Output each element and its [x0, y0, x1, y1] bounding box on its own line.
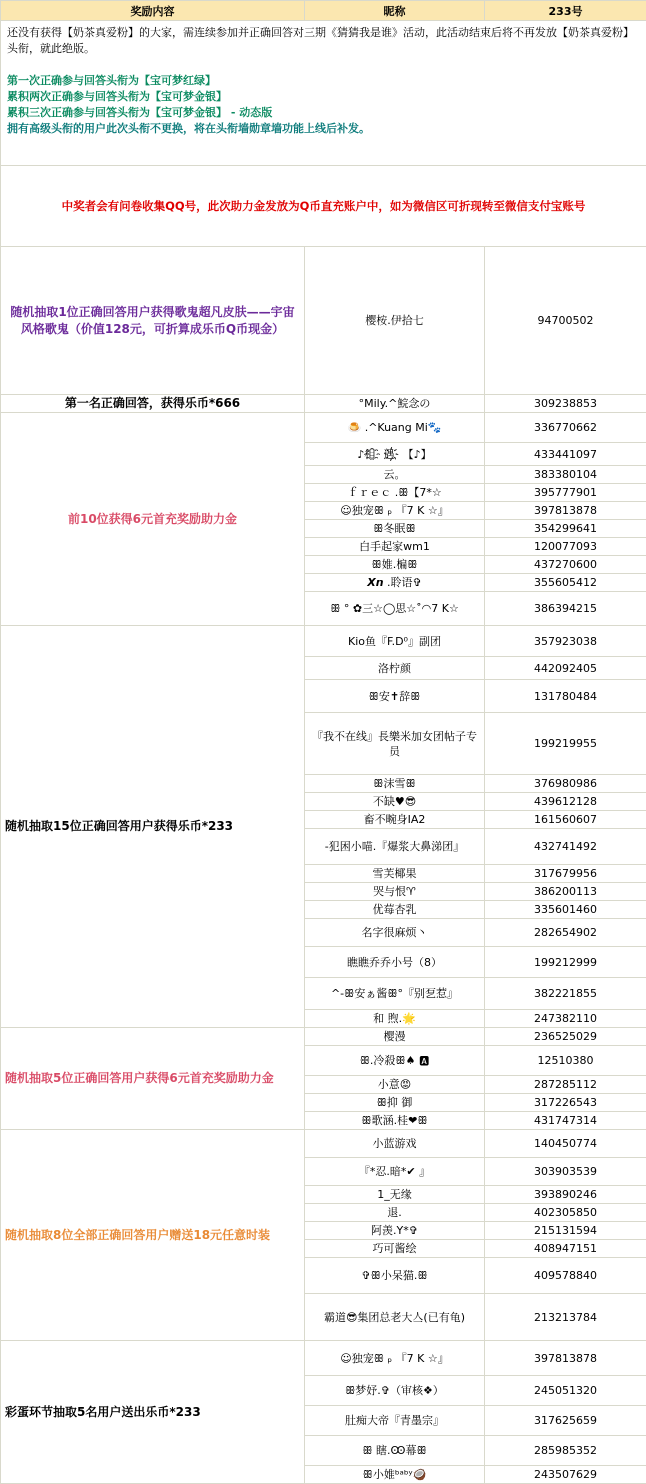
notice-cell: [1, 21, 646, 166]
nickname-cell: 和 煦.🌟: [305, 1010, 485, 1028]
user-id-cell: 94700502: [485, 247, 646, 395]
nickname-cell: 巧可酱绘: [305, 1240, 485, 1258]
table-row: [1, 1028, 646, 1046]
table-row: [1, 626, 646, 657]
user-id-cell: 433441097: [485, 443, 646, 466]
award-description: 第一名正确回答，获得乐币*666: [1, 395, 305, 413]
nickname-cell: ꕥ婎.楄ꕥ: [305, 556, 485, 574]
user-id-cell: 432741492: [485, 829, 646, 865]
notice-line-1: 第一次正确参与回答头衔为【宝可梦红绿】: [7, 73, 640, 89]
nickname-cell: 『*忍.暗*✔ 』: [305, 1158, 485, 1186]
user-id-cell: 245051320: [485, 1376, 646, 1406]
user-id-cell: 215131594: [485, 1222, 646, 1240]
user-id-cell: 120077093: [485, 538, 646, 556]
notice-intro: 还没有获得【奶茶真爱粉】的大家，需连续参加并正确回答对三期《猜猜我是谁》活动，此活动结束后将不再发放【奶茶真爱粉】头衔，就此绝版。: [7, 25, 640, 57]
nickname-cell: ꕥ冬眠ꕥ: [305, 520, 485, 538]
header-award: 奖励内容: [1, 1, 305, 21]
user-id-cell: 303903539: [485, 1158, 646, 1186]
nickname-cell: ꕥ 瞎.Ꙭ幕ꕥ: [305, 1436, 485, 1466]
nickname-cell: ꕥ安✝辞ꕥ: [305, 680, 485, 713]
prize-note-row: [1, 166, 646, 247]
user-id-cell: 376980986: [485, 775, 646, 793]
nickname-cell: 白手起家wm1: [305, 538, 485, 556]
award-description: 前10位获得6元首充奖励助力金: [1, 413, 305, 626]
nickname-cell: ｆｒｅｃ .ꕥ【7*☆: [305, 484, 485, 502]
nickname-cell: 霸道😎集团总老大亼(已有龟): [305, 1294, 485, 1341]
nickname-cell: 不缺♥😎: [305, 793, 485, 811]
award-description: 彩蛋环节抽取5名用户送出乐币*233: [1, 1341, 305, 1484]
user-id-cell: 335601460: [485, 901, 646, 919]
header-nickname: 昵称: [305, 1, 485, 21]
user-id-cell: 309238853: [485, 395, 646, 413]
table-row: [1, 1130, 646, 1158]
table-row: [1, 413, 646, 443]
nickname-cell: 𝙓𝙣 .聆语✞: [305, 574, 485, 592]
user-id-cell: 140450774: [485, 1130, 646, 1158]
user-id-cell: 287285112: [485, 1076, 646, 1094]
notice-line-4: 拥有高级头衔的用户此次头衔不更换，将在头衔墙勋章墙功能上线后补发。: [7, 121, 640, 137]
user-id-cell: 408947151: [485, 1240, 646, 1258]
nickname-cell: 名字很麻烦丶: [305, 919, 485, 947]
user-id-cell: 395777901: [485, 484, 646, 502]
user-id-cell: 336770662: [485, 413, 646, 443]
table-row: [1, 395, 646, 413]
nickname-cell: ✞ꕥ小呆猫.ꕥ: [305, 1258, 485, 1294]
user-id-cell: 386394215: [485, 592, 646, 626]
nickname-cell: °Mily.^鯇念の: [305, 395, 485, 413]
nickname-cell: -犯困小喵.『爆浆大鼻涕团』: [305, 829, 485, 865]
user-id-cell: 397813878: [485, 502, 646, 520]
user-id-cell: 199212999: [485, 947, 646, 978]
user-id-cell: 131780484: [485, 680, 646, 713]
award-description: 随机抽取5位正确回答用户获得6元首充奖励助力金: [1, 1028, 305, 1130]
nickname-cell: 🍮 .^Kuang Mi🐾: [305, 413, 485, 443]
user-id-cell: 355605412: [485, 574, 646, 592]
nickname-cell: Kio鱼『F.D⁰』副团: [305, 626, 485, 657]
table-body: [1, 21, 646, 1484]
user-id-cell: 12510380: [485, 1046, 646, 1076]
prize-note: 中奖者会有问卷收集QQ号，此次助力金发放为Q币直充账户中，如为微信区可折现转至微信支付宝账号: [1, 166, 646, 247]
user-id-cell: 317679956: [485, 865, 646, 883]
notice-line-3: 累积三次正确参与回答头衔为【宝可梦金银】 - 动态版: [7, 105, 640, 121]
user-id-cell: 382221855: [485, 978, 646, 1010]
notice-line-2: 累积两次正确参与回答头衔为【宝可梦金银】: [7, 89, 640, 105]
user-id-cell: 317226543: [485, 1094, 646, 1112]
user-id-cell: 213213784: [485, 1294, 646, 1341]
user-id-cell: 437270600: [485, 556, 646, 574]
table-row: [1, 1341, 646, 1376]
user-id-cell: 354299641: [485, 520, 646, 538]
user-id-cell: 393890246: [485, 1186, 646, 1204]
nickname-cell: 洛柠颜: [305, 657, 485, 680]
nickname-cell: ꕥ抑 御: [305, 1094, 485, 1112]
user-id-cell: 199219955: [485, 713, 646, 775]
nickname-cell: ꕥ沫雪ꕥ: [305, 775, 485, 793]
user-id-cell: 282654902: [485, 919, 646, 947]
nickname-cell: ☺独宠ꕥ ₚ 『7 K ☆』: [305, 502, 485, 520]
award-description: 随机抽取15位正确回答用户获得乐币*233: [1, 626, 305, 1028]
user-id-cell: 243507629: [485, 1466, 646, 1484]
user-id-cell: 442092405: [485, 657, 646, 680]
nickname-cell: 雪芙椰果: [305, 865, 485, 883]
nickname-cell: 退.: [305, 1204, 485, 1222]
user-id-cell: 383380104: [485, 466, 646, 484]
user-id-cell: 285985352: [485, 1436, 646, 1466]
user-id-cell: 402305850: [485, 1204, 646, 1222]
nickname-cell: ꕥ ° ✿三☆◯思☆˚◠7 K☆: [305, 592, 485, 626]
user-id-cell: 397813878: [485, 1341, 646, 1376]
nickname-cell: 小蓝游戏: [305, 1130, 485, 1158]
nickname-cell: ꕥ梦妤.✞（审核❖）: [305, 1376, 485, 1406]
award-description: 随机抽取1位正确回答用户获得歌鬼超凡皮肤——宇宙风格歌鬼（价值128元，可折算成乐币Q币现金）: [1, 247, 305, 395]
nickname-cell: ^-ꕥ安ぁ酱ꕥ°『别乭惹』: [305, 978, 485, 1010]
user-id-cell: 317625659: [485, 1406, 646, 1436]
nickname-cell: 阿羡.Y*✞: [305, 1222, 485, 1240]
table-row: [1, 247, 646, 395]
user-id-cell: 409578840: [485, 1258, 646, 1294]
header-row: [1, 1, 646, 21]
nickname-cell: 樱桉.伊拾七: [305, 247, 485, 395]
nickname-cell: 优莓杏乳: [305, 901, 485, 919]
user-id-cell: 386200113: [485, 883, 646, 901]
nickname-cell: 云。: [305, 466, 485, 484]
nickname-cell: 瞧瞧乔乔小号（8）: [305, 947, 485, 978]
user-id-cell: 161560607: [485, 811, 646, 829]
user-id-cell: 431747314: [485, 1112, 646, 1130]
notice-row: [1, 21, 646, 166]
user-id-cell: 247382110: [485, 1010, 646, 1028]
header-id: 233号: [485, 1, 646, 21]
nickname-cell: ꕥ小婎ᵇᵃᵇʸ🥥: [305, 1466, 485, 1484]
nickname-cell: ꕥ.冷殺ꕥ♠ 🅰: [305, 1046, 485, 1076]
nickname-cell: ☺独宠ꕥ ₚ 『7 K ☆』: [305, 1341, 485, 1376]
user-id-cell: 439612128: [485, 793, 646, 811]
nickname-cell: 1_无缘: [305, 1186, 485, 1204]
nickname-cell: 肚痴大帝『青墨宗』: [305, 1406, 485, 1436]
award-description: 随机抽取8位全部正确回答用户赠送18元任意时装: [1, 1130, 305, 1341]
user-id-cell: 357923038: [485, 626, 646, 657]
nickname-cell: 樱漫: [305, 1028, 485, 1046]
nickname-cell: ꕥ歌涵.桂❤ꕥ: [305, 1112, 485, 1130]
nickname-cell: 『我不在线』長樂米加女团帖子专员: [305, 713, 485, 775]
nickname-cell: 小意😡: [305, 1076, 485, 1094]
nickname-cell: 畜不畹身IA2: [305, 811, 485, 829]
nickname-cell: ♪相҈ 遇҉ 【♪】: [305, 443, 485, 466]
user-id-cell: 236525029: [485, 1028, 646, 1046]
nickname-cell: 哭与恨♈: [305, 883, 485, 901]
